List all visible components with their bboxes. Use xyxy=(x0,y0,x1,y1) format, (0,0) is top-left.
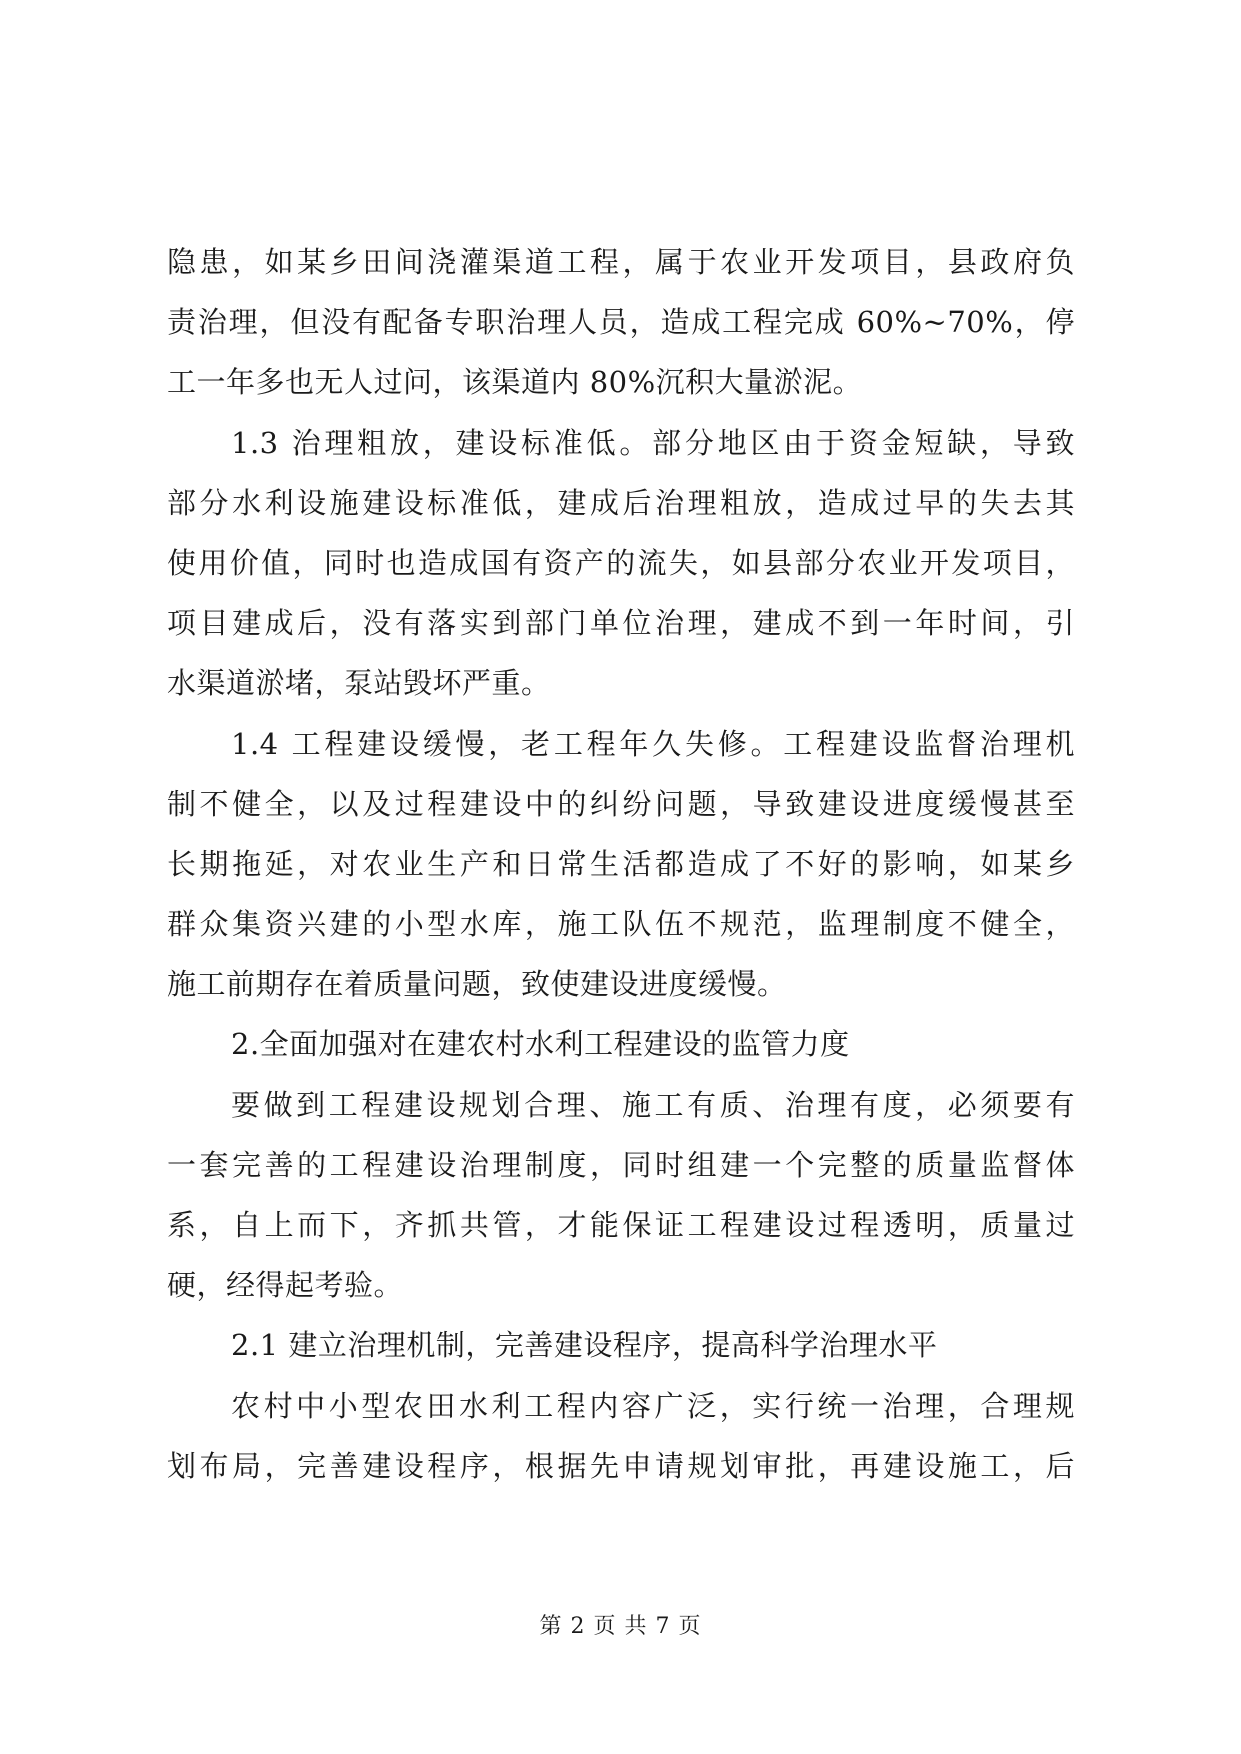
text-line: 划布局，完善建设程序，根据先申请规划审批，再建设施工，后 xyxy=(167,1448,1075,1483)
document-body xyxy=(167,232,1075,1496)
text-line: 工一年多也无人过问，该渠道内 80%沉积大量淤泥。 xyxy=(167,365,863,400)
text-line: 系，自上而下，齐抓共管，才能保证工程建设过程透明，质量过 xyxy=(167,1208,1075,1242)
text-line: 农村中小型农田水利工程内容广泛，实行统一治理，合理规 xyxy=(231,1388,1075,1423)
text-line: 2.全面加强对在建农村水利工程建设的监管力度 xyxy=(231,1027,850,1062)
text-line: 使用价值，同时也造成国有资产的流失，如县部分农业开发项目， xyxy=(167,545,1075,580)
text-line: 施工前期存在着质量问题，致使建设进度缓慢。 xyxy=(167,967,787,1002)
text-line: 1.4 工程建设缓慢，老工程年久失修。工程建设监督治理机 xyxy=(231,726,1075,761)
text-line: 责治理，但没有配备专职治理人员，造成工程完成 60%~70%，停 xyxy=(167,305,1075,340)
text-line: 一套完善的工程建设治理制度，同时组建一个完整的质量监督体 xyxy=(167,1147,1075,1182)
text-line: 硬，经得起考验。 xyxy=(167,1268,404,1303)
text-line: 长期拖延，对农业生产和日常生活都造成了不好的影响，如某乡 xyxy=(167,846,1075,881)
text-line: 群众集资兴建的小型水库，施工队伍不规范，监理制度不健全， xyxy=(167,907,1075,942)
text-line: 制不健全，以及过程建设中的纠纷问题，导致建设进度缓慢甚至 xyxy=(167,786,1075,821)
page-number-footer: 第 2 页 共 7 页 xyxy=(539,1614,702,1639)
text-line: 2.1 建立治理机制，完善建设程序，提高科学治理水平 xyxy=(231,1328,938,1363)
text-line: 1.3 治理粗放，建设标准低。部分地区由于资金短缺，导致 xyxy=(231,425,1075,460)
text-line: 隐患，如某乡田间浇灌渠道工程，属于农业开发项目，县政府负 xyxy=(167,245,1075,279)
text-line: 要做到工程建设规划合理、施工有质、治理有度，必须要有 xyxy=(231,1087,1075,1122)
text-line: 项目建成后，没有落实到部门单位治理，建成不到一年时间，引 xyxy=(167,606,1075,641)
text-line: 水渠道淤堵，泵站毁坏严重。 xyxy=(167,666,551,701)
text-line: 部分水利设施建设标准低，建成后治理粗放，造成过早的失去其 xyxy=(167,485,1075,520)
